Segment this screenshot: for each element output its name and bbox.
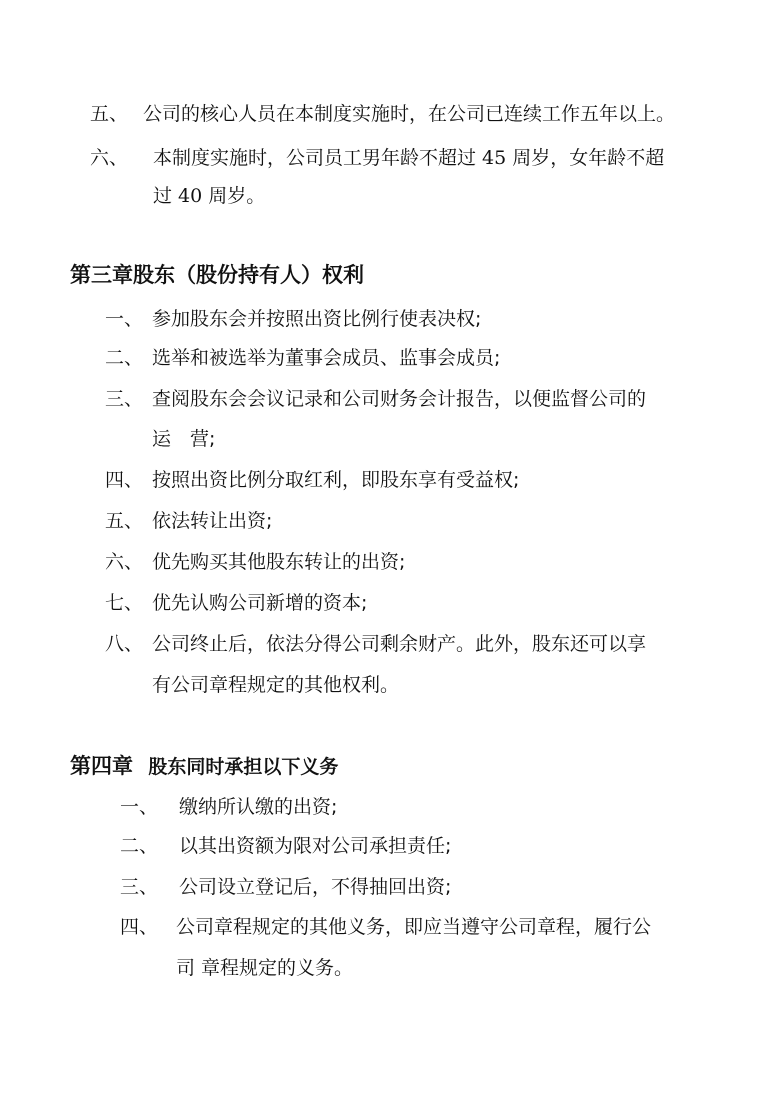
- item-number: 四、: [105, 469, 144, 491]
- item-text: 公司章程规定的其他义务，即应当遵守公司章程，履行公: [176, 916, 652, 938]
- item-text: 优先认购公司新增的资本;: [152, 592, 368, 614]
- item-number: 二、: [120, 835, 159, 857]
- item-text: 公司的核心人员在本制度实施时，在公司已连续工作五年以上。: [143, 103, 676, 125]
- item-text: 缴纳所认缴的出资;: [179, 796, 338, 818]
- item-text: 按照出资比例分取红利，即股东享有受益权;: [152, 469, 520, 491]
- item-text: 参加股东会并按照出资比例行使表决权;: [152, 308, 482, 330]
- item-text: 公司终止后，依法分得公司剩余财产。此外，股东还可以享: [152, 633, 647, 655]
- item-text: 依法转让出资;: [152, 510, 273, 532]
- item-continuation: 司 章程规定的义务。: [176, 957, 354, 979]
- chapter-heading: [70, 752, 338, 781]
- item-number: 五、: [105, 510, 144, 532]
- chapter-number: 第四章: [70, 754, 133, 778]
- item-number: 八、: [105, 633, 144, 655]
- item-text: 选举和被选举为董事会成员、监事会成员;: [152, 347, 501, 369]
- item-continuation: 有公司章程规定的其他权利。: [152, 674, 400, 696]
- item-text: 本制度实施时，公司员工男年龄不超过 45 周岁，女年龄不超: [153, 147, 665, 169]
- item-number: 一、: [105, 308, 144, 330]
- item-continuation: 过 40 周岁。: [153, 185, 266, 207]
- item-text: 查阅股东会会议记录和公司财务会计报告，以便监督公司的: [152, 388, 647, 410]
- item-text: 优先购买其他股东转让的出资;: [152, 551, 406, 573]
- item-number: 一、: [120, 796, 159, 818]
- item-text: 以其出资额为限对公司承担责任;: [179, 835, 452, 857]
- item-number: 三、: [120, 876, 159, 898]
- item-number: 四、: [120, 916, 159, 938]
- item-text: 公司设立登记后，不得抽回出资;: [179, 876, 452, 898]
- item-number: 六、: [90, 147, 129, 169]
- item-number: 二、: [105, 347, 144, 369]
- item-continuation: 运 营;: [152, 428, 216, 450]
- chapter-title: 股东同时承担以下义务: [148, 756, 339, 778]
- item-number: 七、: [105, 592, 144, 614]
- item-number: 六、: [105, 551, 144, 573]
- item-number: 三、: [105, 388, 144, 410]
- item-number: 五、: [90, 103, 129, 125]
- chapter-heading: 第三章股东（股份持有人）权利: [70, 263, 364, 287]
